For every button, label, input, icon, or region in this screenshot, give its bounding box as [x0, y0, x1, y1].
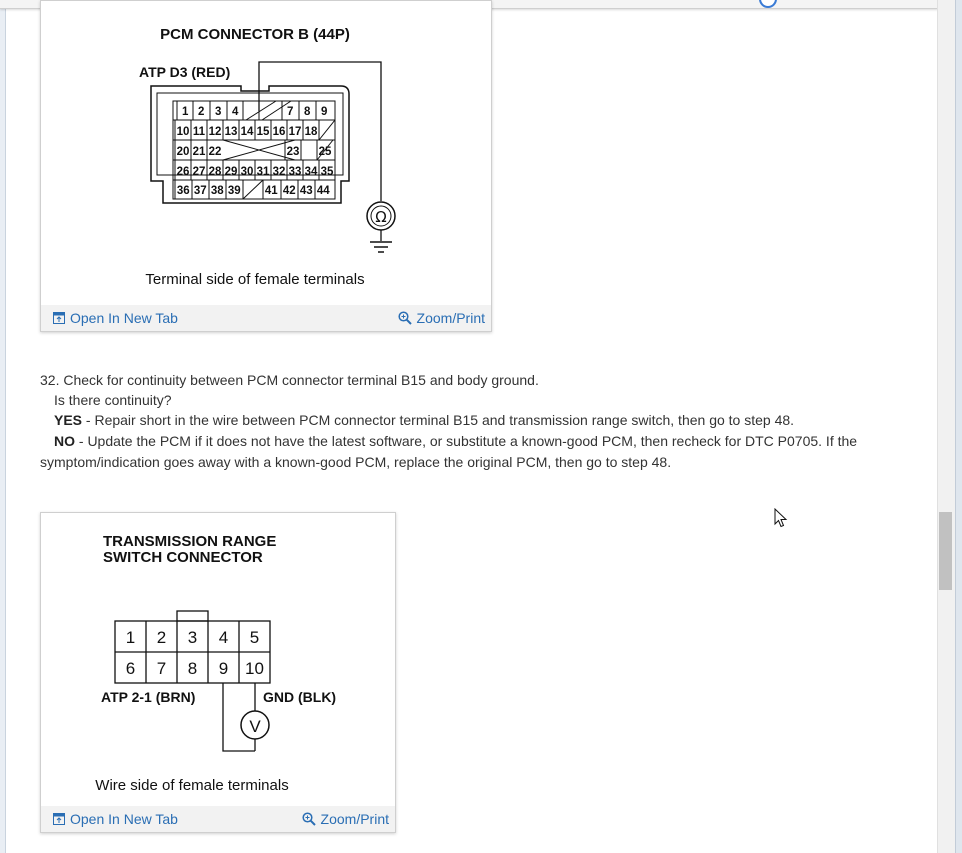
- pcm-terminal-label: 29: [224, 166, 238, 178]
- open-new-tab-icon: [53, 813, 65, 825]
- pcm-terminal-label: 34: [304, 166, 318, 178]
- pcm-terminal-label: 36: [176, 185, 190, 197]
- pcm-terminal-label: 27: [192, 166, 206, 178]
- window-left-edge: [0, 0, 6, 853]
- yes-label: YES: [54, 412, 83, 428]
- step-32-question: Is there continuity?: [54, 392, 172, 408]
- pcm-probe-label: ATP D3 (RED): [139, 64, 231, 80]
- no-label: NO: [54, 433, 75, 449]
- pcm-terminal-label: 10: [176, 126, 190, 138]
- trs-open-new-tab-label: Open In New Tab: [70, 811, 178, 827]
- trs-open-new-tab-link[interactable]: [53, 811, 178, 827]
- scrollbar-thumb[interactable]: [939, 512, 952, 590]
- volt-symbol: V: [249, 717, 261, 736]
- pcm-terminal-label: 20: [176, 146, 190, 158]
- vertical-scrollbar[interactable]: [937, 0, 955, 853]
- trs-terminal-label: 9: [218, 659, 229, 678]
- trs-left-label: ATP 2-1 (BRN): [101, 689, 196, 705]
- no-text: - Update the PCM if it does not have the latest software, or substitute a known-good PCM, then recheck for DTC P0705. If the: [75, 433, 858, 449]
- toolbar-circle-icon[interactable]: [759, 0, 777, 8]
- pcm-terminal-label: 26: [176, 166, 190, 178]
- trs-caption: Wire side of female terminals: [95, 777, 289, 794]
- trs-title-line1: TRANSMISSION RANGE: [103, 533, 277, 550]
- pcm-terminal-label: 42: [282, 185, 296, 197]
- pcm-terminal-label: 25: [318, 146, 332, 158]
- pcm-terminal-label: 7: [287, 106, 294, 118]
- step-32-yes: [54, 410, 794, 430]
- pcm-terminal-label: 22: [208, 146, 222, 158]
- trs-terminal-label: 8: [187, 659, 198, 678]
- pcm-terminal-label: 9: [321, 106, 328, 118]
- pcm-open-new-tab-link[interactable]: [53, 310, 178, 326]
- pcm-terminal-label: 3: [215, 106, 222, 118]
- trs-connector-diagram: [41, 513, 395, 803]
- mouse-cursor-icon: [774, 508, 788, 528]
- pcm-terminal-label: 21: [192, 146, 206, 158]
- pcm-terminal-label: 14: [240, 126, 254, 138]
- step-32-line: 32. Check for continuity between PCM connector terminal B15 and body ground.: [40, 372, 539, 388]
- pcm-terminal-label: 4: [232, 106, 239, 118]
- yes-text: - Repair short in the wire between PCM connector terminal B15 and transmission range switch, then go to step 48.: [82, 412, 795, 428]
- pcm-terminal-label: 12: [208, 126, 222, 138]
- zoom-icon: [302, 812, 316, 826]
- pcm-terminal-label: 33: [288, 166, 302, 178]
- pcm-figure-footer: [41, 305, 491, 331]
- pcm-terminal-label: 38: [210, 185, 224, 197]
- pcm-terminal-label: 23: [286, 146, 300, 158]
- step-32-no-continued: symptom/indication goes away with a known-good PCM, replace the original PCM, then go to step 48.: [40, 454, 672, 470]
- trs-zoom-print-link[interactable]: [302, 811, 389, 827]
- trs-zoom-print-label: Zoom/Print: [320, 811, 389, 827]
- trs-title-line2: SWITCH CONNECTOR: [103, 549, 263, 566]
- trs-terminal-label: 7: [156, 659, 167, 678]
- trs-terminal-label: 6: [125, 659, 136, 678]
- pcm-terminal-label: 1: [182, 106, 189, 118]
- pcm-terminal-label: 11: [192, 126, 206, 138]
- trs-terminal-label: 10: [245, 659, 264, 678]
- trs-terminal-label: 5: [249, 628, 260, 647]
- zoom-icon: [398, 311, 412, 325]
- pcm-terminal-label: 16: [272, 126, 286, 138]
- pcm-terminal-label: 13: [224, 126, 238, 138]
- trs-connector-figure: [40, 512, 396, 833]
- trs-figure-footer: [41, 806, 395, 832]
- window-right-edge: [955, 0, 962, 853]
- pcm-terminal-label: 44: [316, 185, 330, 197]
- pcm-caption: Terminal side of female terminals: [145, 271, 365, 288]
- pcm-terminal-label: 8: [304, 106, 311, 118]
- pcm-terminal-label: 43: [299, 185, 313, 197]
- trs-terminal-label: 2: [156, 628, 167, 647]
- trs-right-label: GND (BLK): [263, 689, 337, 705]
- pcm-terminal-label: 28: [208, 166, 222, 178]
- pcm-title: PCM CONNECTOR B (44P): [160, 26, 350, 43]
- pcm-terminal-label: 17: [288, 126, 302, 138]
- pcm-zoom-print-link[interactable]: [398, 310, 485, 326]
- pcm-terminal-label: 37: [193, 185, 207, 197]
- trs-terminal-label: 4: [218, 628, 229, 647]
- pcm-terminal-label: 15: [256, 126, 270, 138]
- pcm-open-new-tab-label: Open In New Tab: [70, 310, 178, 326]
- trs-terminal-label: 3: [187, 628, 198, 647]
- pcm-terminal-label: 35: [320, 166, 334, 178]
- pcm-terminal-label: 41: [264, 185, 278, 197]
- pcm-terminal-label: 31: [256, 166, 270, 178]
- trs-terminal-label: 1: [125, 628, 136, 647]
- pcm-zoom-print-label: Zoom/Print: [416, 310, 485, 326]
- pcm-terminal-label: 2: [198, 106, 205, 118]
- step-32-no: [54, 431, 857, 451]
- pcm-terminal-label: 39: [227, 185, 241, 197]
- ohm-symbol: Ω: [375, 208, 387, 226]
- pcm-terminal-label: 18: [304, 126, 318, 138]
- pcm-terminal-label: 30: [240, 166, 254, 178]
- pcm-connector-diagram: [41, 1, 491, 301]
- pcm-terminal-label: 32: [272, 166, 286, 178]
- open-new-tab-icon: [53, 312, 65, 324]
- pcm-connector-figure: [40, 0, 492, 332]
